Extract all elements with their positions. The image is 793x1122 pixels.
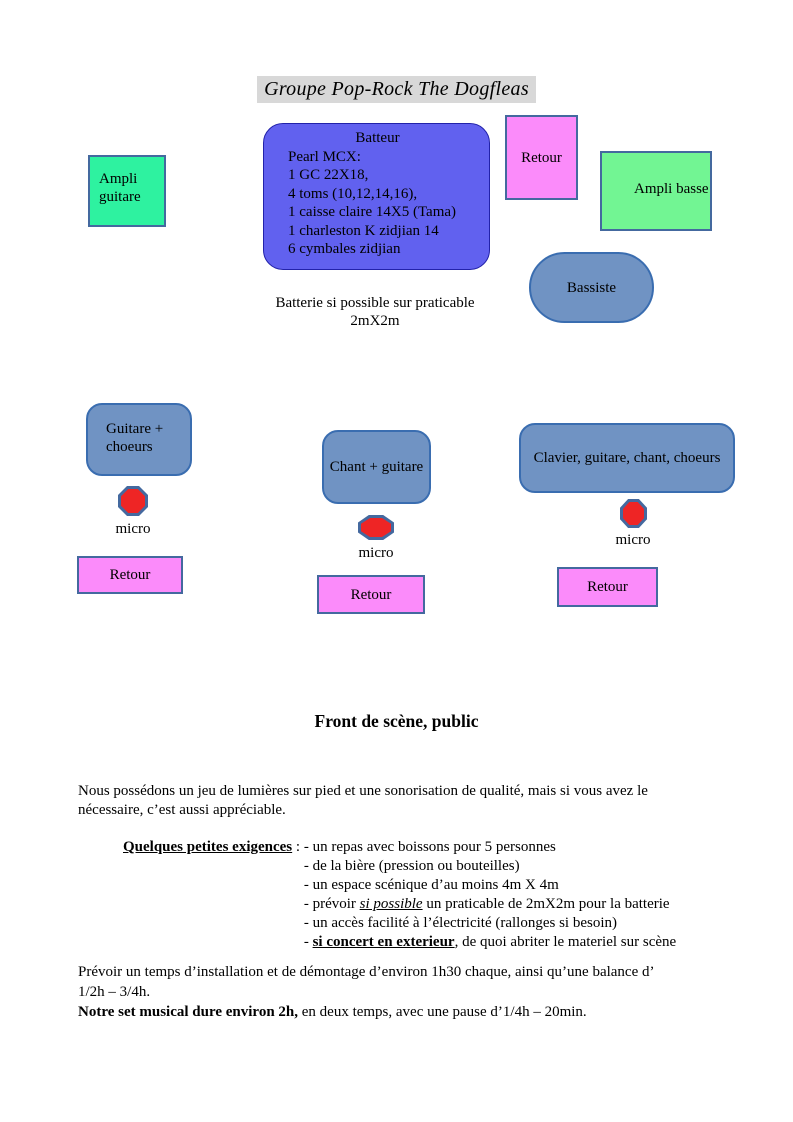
requirement-text: , de quoi abriter le materiel sur scène: [454, 934, 677, 950]
guitarist-label: Guitare + choeurs: [106, 421, 164, 455]
setup-line-2: 1/2h – 3/4h.: [78, 984, 151, 1000]
requirement-text: - prévoir: [303, 896, 360, 912]
microphone-label: micro: [358, 545, 394, 561]
monitor-label: Retour: [521, 149, 562, 166]
front-of-stage-heading: Front de scène, public: [314, 711, 479, 731]
monitor-label: Retour: [587, 579, 628, 595]
guitar-amp-label: Ampli guitare: [99, 171, 141, 205]
bassist-label: Bassiste: [566, 279, 617, 296]
singer-label: Chant + guitare: [329, 459, 424, 475]
monitor-box-right: [557, 567, 658, 607]
requirement-item: - de la bière (pression ou bouteilles): [303, 858, 520, 874]
intro-line-2: nécessaire, c’est aussi appréciable.: [78, 802, 286, 818]
setup-line-1: Prévoir un temps d’installation et de démontage d’environ 1h30 chaque, ainsi qu’une balance d’: [78, 964, 655, 980]
microphone-label: micro: [115, 521, 151, 537]
requirements-label: Quelques petites exigences: [123, 839, 293, 855]
document-title: Groupe Pop-Rock The Dogfleas: [257, 76, 536, 103]
requirement-item: [304, 933, 724, 952]
requirement-emphasis: si concert en exterieur: [312, 934, 455, 950]
monitor-label: Retour: [109, 567, 151, 583]
drummer-title: Batteur: [355, 130, 400, 146]
keyboardist-box: [519, 423, 735, 493]
drummer-box: [263, 123, 490, 270]
drum-kit-line: 4 toms (10,12,14,16),: [288, 185, 418, 202]
requirement-item: - un accès facilité à l’électricité (rallonges si besoin): [303, 915, 618, 931]
set-duration-rest: en deux temps, avec une pause d’1/4h – 20min.: [298, 1004, 587, 1020]
drum-kit-line: Pearl MCX:: [288, 148, 361, 165]
requirement-item: [304, 895, 724, 914]
bassist-box: [529, 252, 654, 323]
monitor-box-left: [77, 556, 183, 594]
requirement-item: - un espace scénique d’au moins 4m X 4m: [303, 877, 559, 893]
microphone-icon-inner: [623, 502, 644, 525]
drum-kit-line: 1 GC 22X18,: [288, 167, 369, 183]
requirements-block: [123, 838, 724, 952]
guitarist-box: [86, 403, 192, 476]
drum-riser-note: Batterie si possible sur praticable 2mX2m: [275, 295, 475, 329]
microphone-icon: [358, 515, 394, 540]
requirements-label-wrap: [123, 838, 304, 857]
requirement-text: un praticable de 2mX2m pour la batterie: [422, 896, 670, 912]
monitor-label: Retour: [350, 586, 392, 603]
bass-amp-box: [600, 151, 712, 231]
requirements-separator: :: [292, 839, 304, 855]
guitar-amp-box: [88, 155, 166, 227]
setup-time-paragraph: [78, 962, 738, 1022]
requirement-text: -: [303, 934, 313, 950]
requirements-list: [304, 838, 724, 952]
drum-kit-line: 6 cymbales zidjian: [288, 241, 401, 257]
bass-amp-label: Ampli basse: [634, 181, 709, 197]
microphone-icon-inner: [121, 489, 145, 513]
drum-kit-line: 1 charleston K zidjian 14: [288, 222, 439, 239]
set-duration-bold: Notre set musical dure environ 2h,: [78, 1004, 298, 1020]
title-row: [0, 76, 793, 103]
singer-box: [322, 430, 431, 504]
microphone-icon: [118, 486, 148, 516]
intro-paragraph: [78, 782, 718, 820]
requirement-item: - un repas avec boissons pour 5 personnes: [303, 839, 556, 855]
requirement-emphasis: si possible: [359, 896, 423, 912]
monitor-box-center: [317, 575, 425, 614]
microphone-icon-inner: [361, 518, 391, 537]
drum-kit-line: 1 caisse claire 14X5 (Tama): [288, 204, 457, 220]
keyboardist-label: Clavier, guitare, chant, choeurs: [533, 450, 721, 466]
microphone-label: micro: [615, 532, 651, 548]
microphone-icon: [620, 499, 647, 528]
intro-line-1: Nous possédons un jeu de lumières sur pied et une sonorisation de qualité, mais si vous avez le: [78, 783, 648, 799]
monitor-box-drums: [505, 115, 578, 200]
